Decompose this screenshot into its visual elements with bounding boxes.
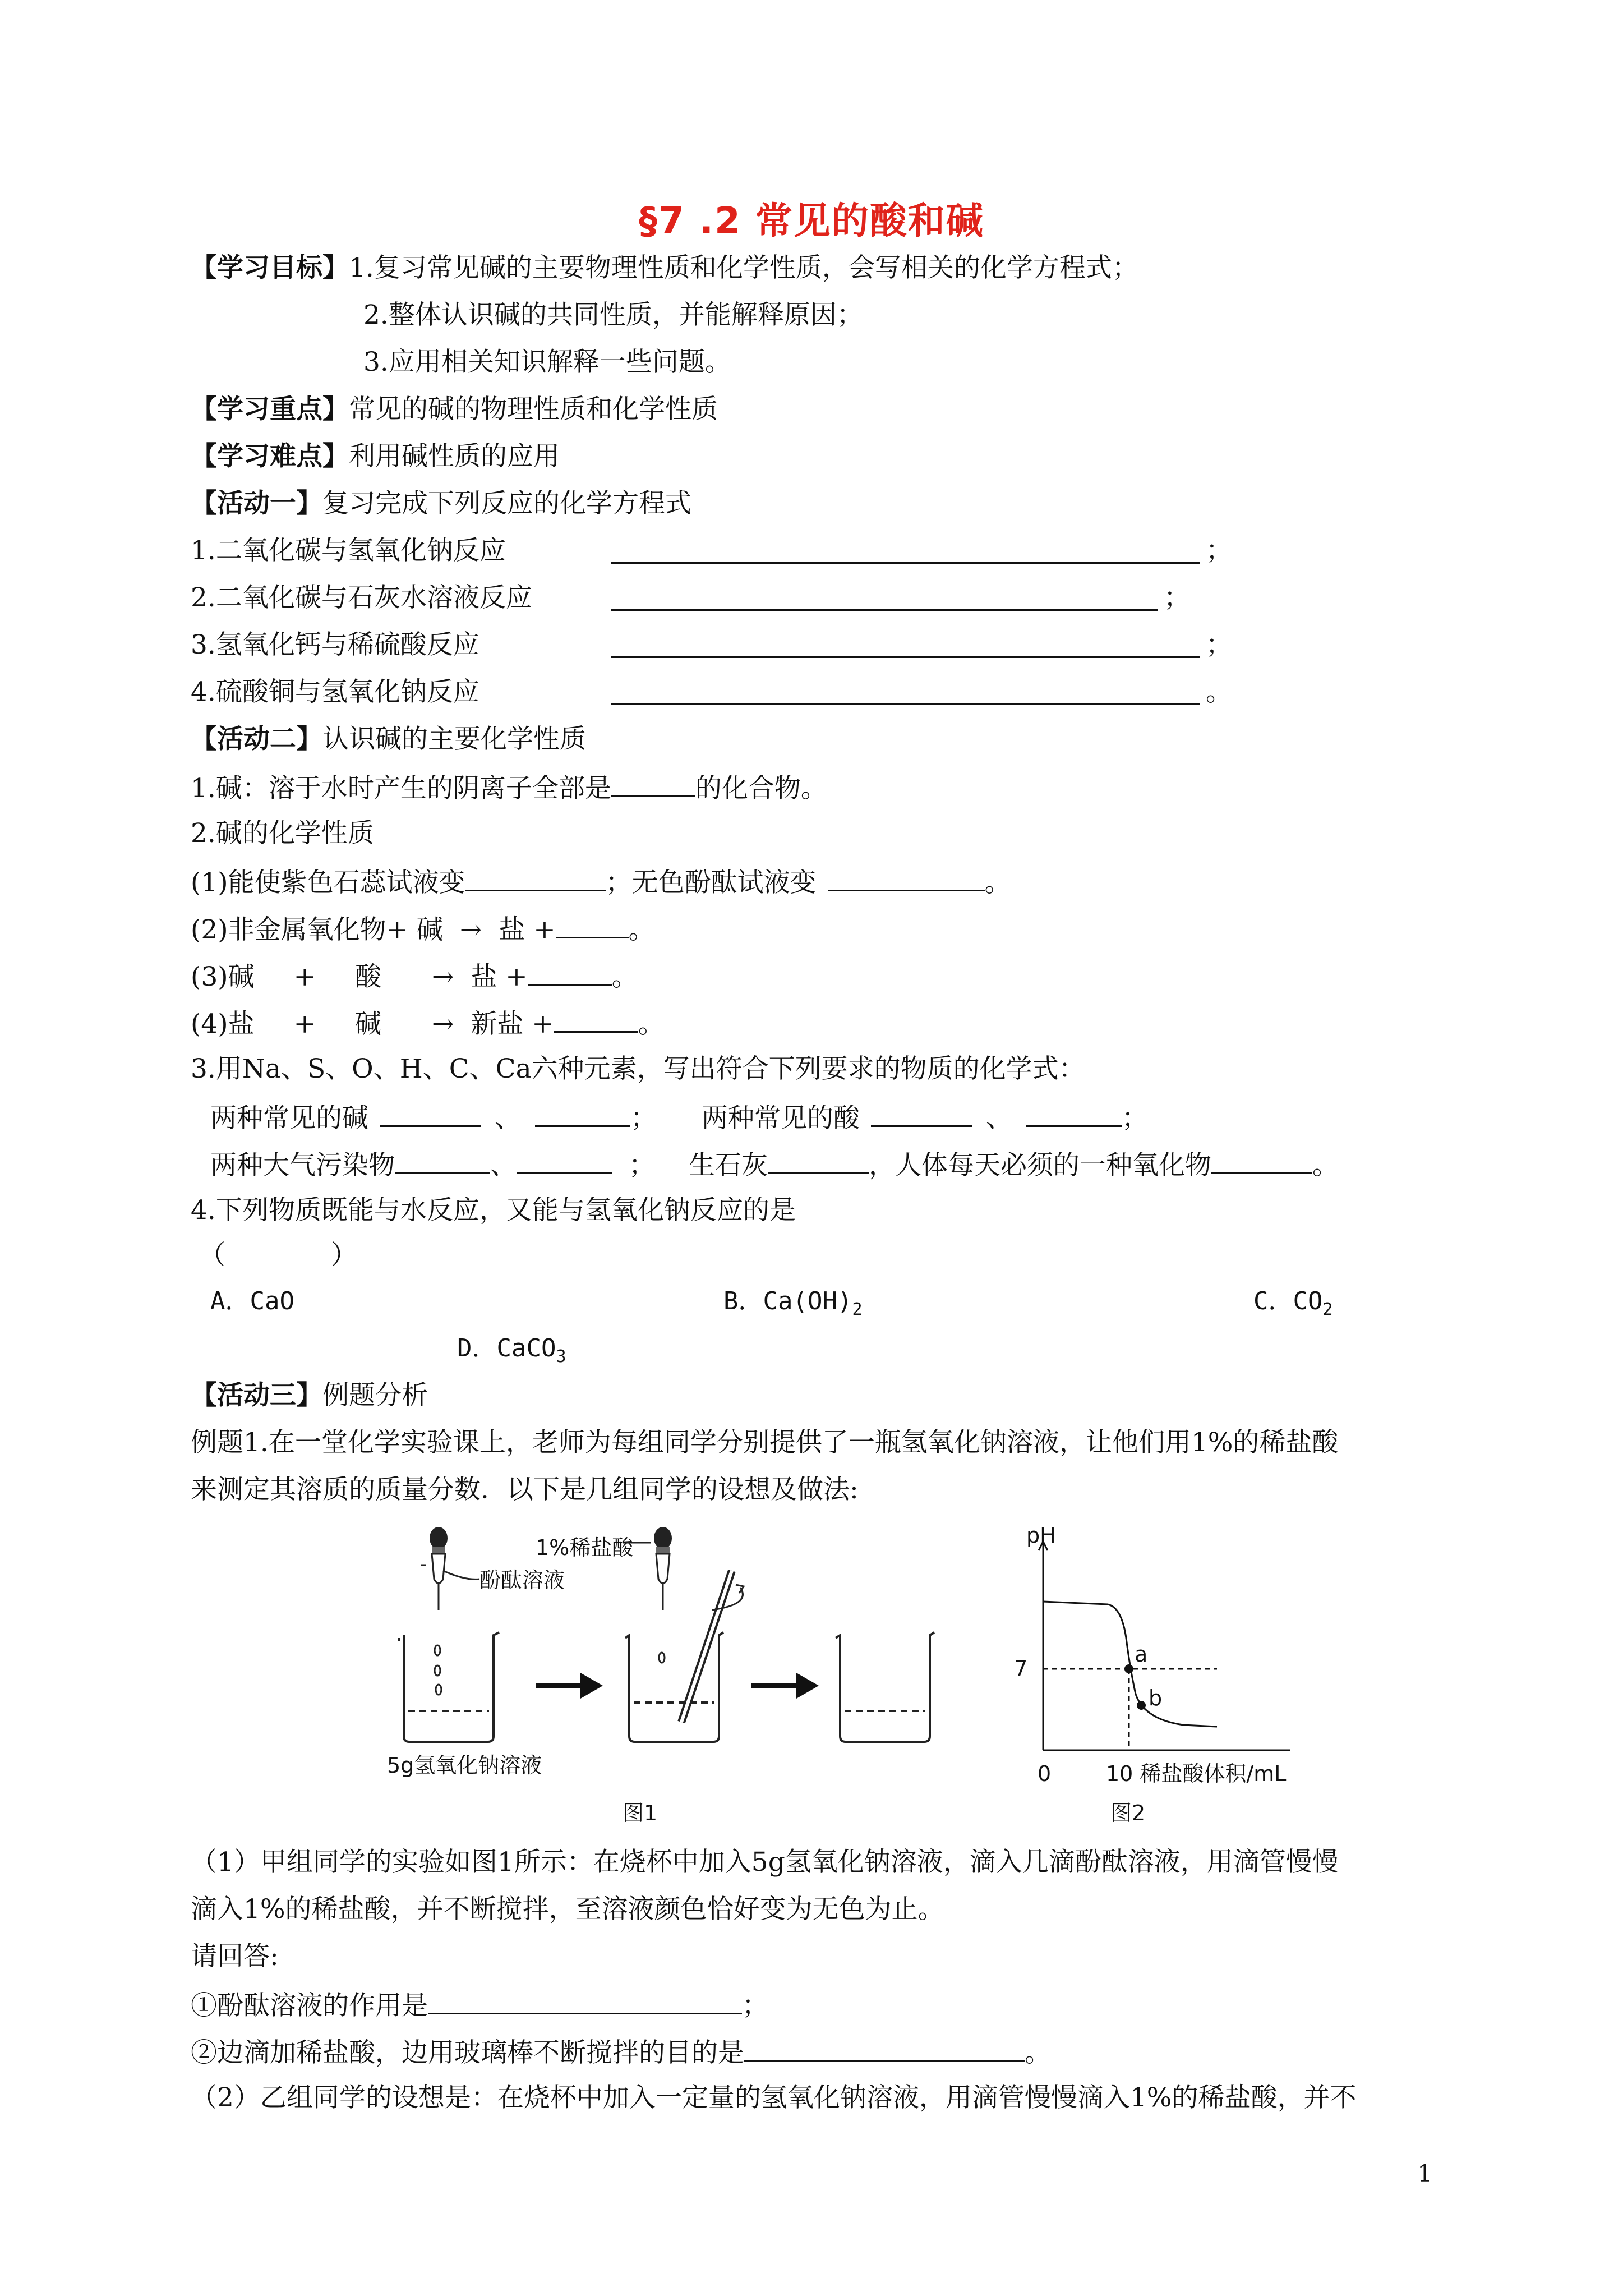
property-2: (2)非金属氧化物+ 碱 → 盐 + 。 xyxy=(191,911,655,947)
arrow-icon: → xyxy=(459,914,482,945)
difficulty-line xyxy=(191,440,560,473)
common-bases-acids: 两种常见的碱 、 ； 两种常见的酸 、 ； xyxy=(210,1099,1148,1135)
equation-1-label: 1.二氧化碳与氢氧化钠反应 xyxy=(191,535,506,566)
option-a[interactable]: A．CaO xyxy=(210,1287,294,1315)
pollutant-2-blank[interactable] xyxy=(517,1147,612,1174)
arrow-icon: → xyxy=(431,961,454,992)
ph-graph xyxy=(1014,1526,1290,1823)
fig2-caption: 图2 xyxy=(1110,1801,1146,1823)
option-c[interactable]: C．$CO_2$ xyxy=(1253,1287,1333,1319)
pollutant-1-blank[interactable] xyxy=(395,1147,490,1174)
objectives-tag: 【学习目标】 xyxy=(191,252,349,283)
property-1: (1)能使紫色石蕊试液变 ；无色酚酞试液变 。 xyxy=(191,864,1011,900)
fig1-label-phenolphthalein: 酚酞溶液 xyxy=(479,1568,565,1593)
base-definition: 1.碱：溶于水时产生的阴离子全部是 的化合物。 xyxy=(191,770,827,806)
equation-2-end: ； xyxy=(1164,582,1190,613)
fig2-label-a: a xyxy=(1135,1642,1148,1667)
experiment-figure xyxy=(387,1526,1312,1823)
equation-2-label: 2.二氧化碳与石灰水溶液反应 xyxy=(191,582,532,613)
part1-q2: ②边滴加稀盐酸，边用玻璃棒不断搅拌的目的是 。 xyxy=(191,2034,1051,2070)
objectives-line xyxy=(191,251,1138,285)
fig2-label-b: b xyxy=(1149,1686,1163,1710)
arrow-right-icon xyxy=(536,1673,603,1699)
property-4: (4)盐 + 碱 → 新盐 + 。 xyxy=(191,1005,665,1041)
property-4-blank[interactable] xyxy=(554,1005,638,1033)
part1-line3: 请回答: xyxy=(191,1941,279,1972)
equation-2-blank[interactable] xyxy=(611,609,1158,611)
fig1-label-naoh: 5g氢氧化钠溶液 xyxy=(387,1753,542,1778)
fig2-x0: 0 xyxy=(1038,1761,1052,1786)
fig2-ylabel: pH xyxy=(1026,1526,1056,1548)
property-3-blank[interactable] xyxy=(528,958,612,986)
activity1-text: 复习完成下列反应的化学方程式 xyxy=(322,488,691,519)
part1-q1: ①酚酞溶液的作用是 ； xyxy=(191,1987,768,2023)
equation-1-end: ； xyxy=(1206,535,1232,566)
mcq-answer-paren[interactable]: （ ） xyxy=(199,1240,357,1271)
equation-3-end: ； xyxy=(1206,629,1232,660)
fig1-caption: 图1 xyxy=(623,1801,658,1823)
activity3-text: 例题分析 xyxy=(322,1380,428,1411)
mcq-question: 4.下列物质既能与水反应，又能与氢氧化钠反应的是 xyxy=(191,1195,796,1226)
option-b[interactable]: B．$Ca(OH)_2$ xyxy=(723,1287,863,1319)
beaker-3-icon xyxy=(836,1632,934,1742)
activity3-tag: 【活动三】 xyxy=(191,1380,322,1411)
example1-line2: 来测定其溶质的质量分数．以下是几组同学的设想及做法: xyxy=(191,1474,859,1505)
arrow-icon: → xyxy=(431,1009,454,1039)
part1-line2: 滴入1%的稀盐酸，并不断搅拌，至溶液颜色恰好变为无色为止。 xyxy=(191,1894,944,1925)
property-2-blank[interactable] xyxy=(556,911,629,938)
equation-4-blank[interactable] xyxy=(611,703,1200,705)
objective-2: 2.整体认识碱的共同性质，并能解释原因； xyxy=(363,300,863,330)
beaker-1-icon xyxy=(399,1632,499,1742)
activity2-tag: 【活动二】 xyxy=(191,724,322,754)
page-number: 1 xyxy=(1417,2160,1432,2187)
equation-4-label: 4.硫酸铜与氢氧化钠反应 xyxy=(191,677,479,707)
equation-1-blank[interactable] xyxy=(611,562,1200,564)
anion-blank[interactable] xyxy=(611,770,695,797)
activity2-text: 认识碱的主要化学性质 xyxy=(322,724,586,754)
equation-3-label: 3.氢氧化钙与稀硫酸反应 xyxy=(191,629,479,660)
arrow-right-icon xyxy=(751,1673,819,1699)
ph-curve xyxy=(1043,1602,1217,1727)
phenolphthalein-role-blank[interactable] xyxy=(428,1987,742,2014)
base-2-blank[interactable] xyxy=(535,1099,630,1127)
dropper-1-icon xyxy=(421,1527,479,1695)
focus-text: 常见的碱的物理性质和化学性质 xyxy=(349,394,718,425)
objective-1: 1.复习常见碱的主要物理性质和化学性质，会写相关的化学方程式； xyxy=(349,252,1138,283)
quicklime-blank[interactable] xyxy=(768,1147,869,1174)
elements-question: 3.用Na、S、O、H、C、Ca六种元素，写出符合下列要求的物质的化学式： xyxy=(191,1053,1085,1084)
page-title: §7 .2 常见的酸和碱 xyxy=(639,199,984,242)
point-b xyxy=(1137,1701,1146,1710)
base-1-blank[interactable] xyxy=(380,1099,481,1127)
equation-3-blank[interactable] xyxy=(611,656,1200,658)
oxide-blank[interactable] xyxy=(1211,1147,1312,1174)
option-d[interactable]: D．CaCO$_3$ xyxy=(457,1334,566,1366)
focus-tag: 【学习重点】 xyxy=(191,394,349,425)
part2-line1: （2）乙组同学的设想是：在烧杯中加入一定量的氢氧化钠溶液，用滴管慢慢滴入1%的稀盐酸，并不 xyxy=(191,2082,1357,2113)
base-properties-heading: 2.碱的化学性质 xyxy=(191,818,374,849)
difficulty-tag: 【学习难点】 xyxy=(191,441,349,472)
property-3: (3)碱 + 酸 → 盐 + 。 xyxy=(191,958,638,994)
activity2-heading xyxy=(191,723,586,756)
fig2-y7: 7 xyxy=(1014,1657,1028,1681)
objective-3: 3.应用相关知识解释一些问题。 xyxy=(363,347,731,378)
glass-rod-icon xyxy=(681,1571,744,1722)
activity1-tag: 【活动一】 xyxy=(191,488,322,519)
activity3-heading xyxy=(191,1379,428,1412)
focus-line xyxy=(191,393,718,426)
difficulty-text: 利用碱性质的应用 xyxy=(349,441,560,472)
example1-line1: 例题1.在一堂化学实验课上，老师为每组同学分别提供了一瓶氢氧化钠溶液，让他们用1%的稀盐酸 xyxy=(191,1427,1339,1458)
fig1-label-acid: 1%稀盐酸 xyxy=(536,1535,634,1560)
acid-1-blank[interactable] xyxy=(871,1099,972,1127)
equation-4-end: 。 xyxy=(1206,677,1232,707)
pollutants-oxides: 两种大气污染物 、 ； 生石灰 ，人体每天必须的一种氧化物 。 xyxy=(210,1147,1339,1182)
acid-2-blank[interactable] xyxy=(1026,1099,1122,1127)
stirring-purpose-blank[interactable] xyxy=(744,2034,1025,2062)
litmus-blank[interactable] xyxy=(465,864,606,891)
phenolphthalein-blank[interactable] xyxy=(828,864,985,891)
point-a xyxy=(1124,1664,1133,1673)
part1-line1: （1）甲组同学的实验如图1所示：在烧杯中加入5g氢氧化钠溶液，滴入几滴酚酞溶液，用滴管慢慢 xyxy=(191,1847,1339,1878)
fig2-xlabel: 10 稀盐酸体积/mL xyxy=(1106,1761,1287,1786)
activity1-heading xyxy=(191,487,691,521)
